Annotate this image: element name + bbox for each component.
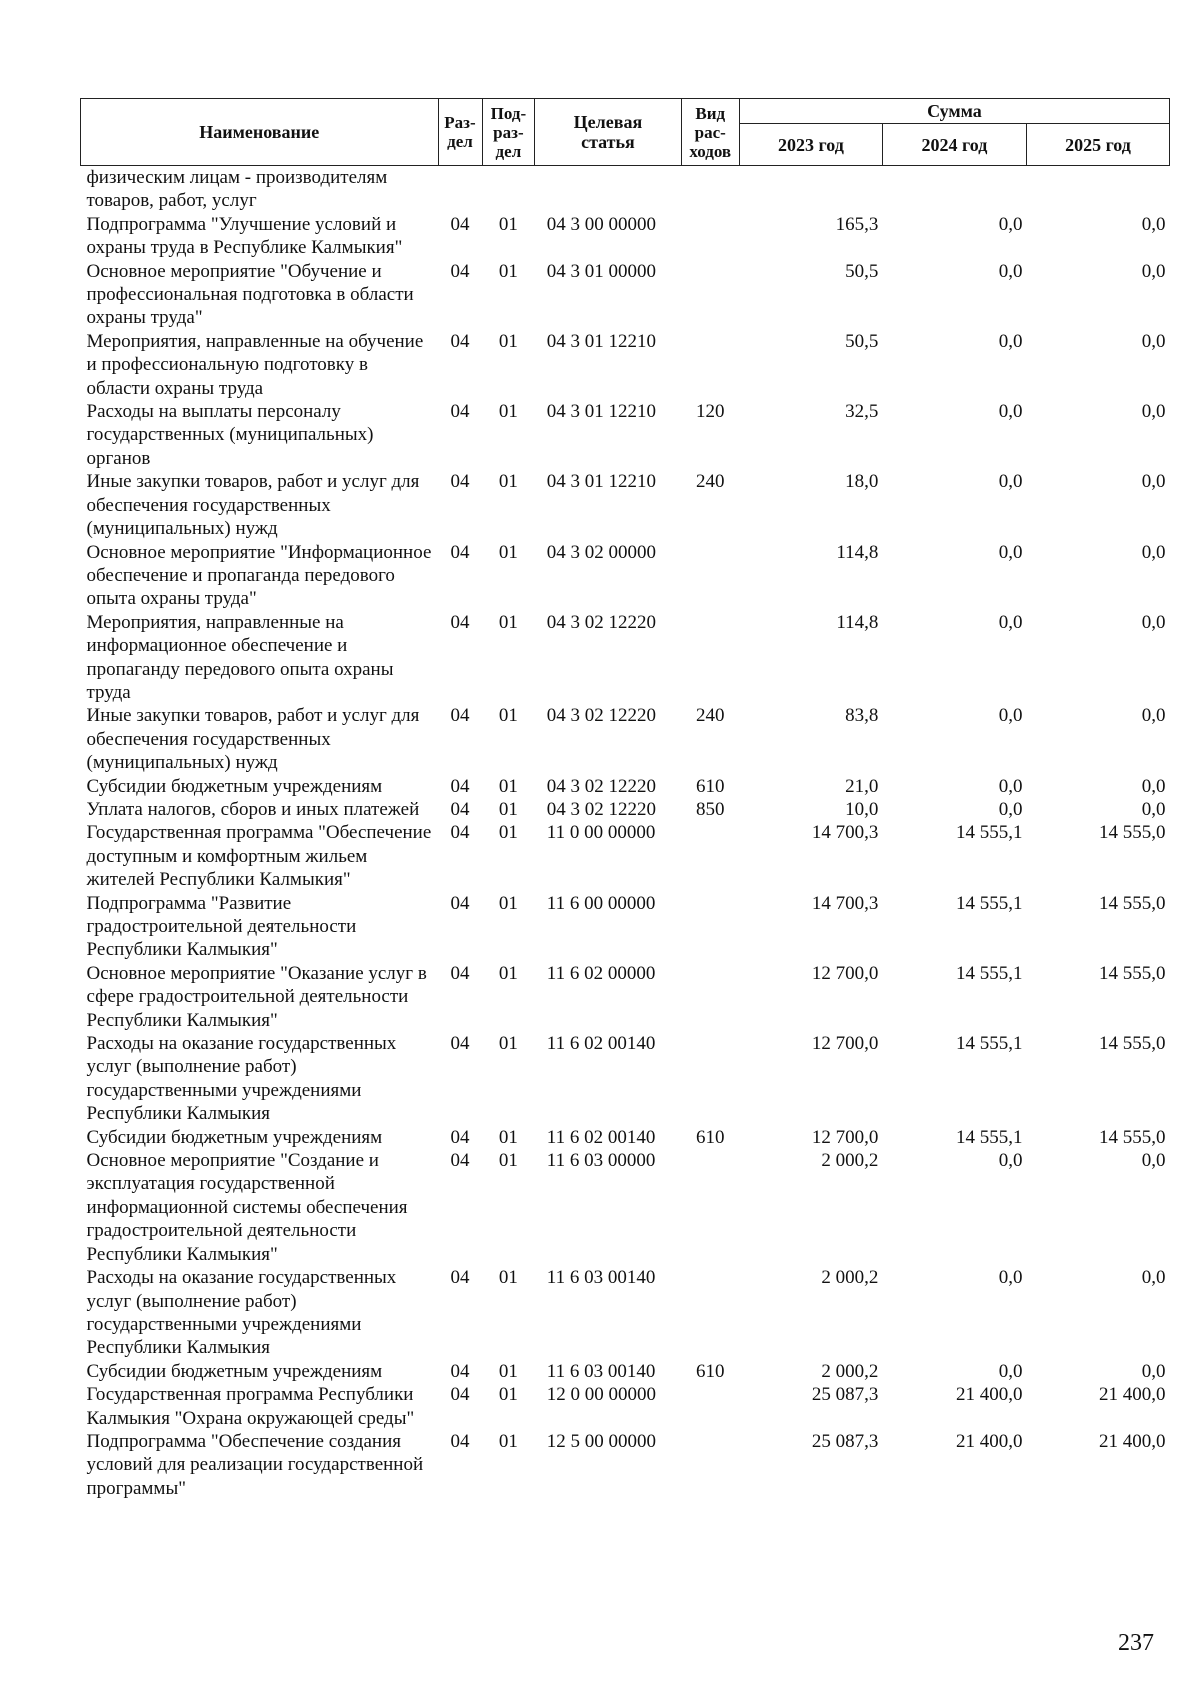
row-sum-2023: 83,8: [845, 705, 879, 727]
row-sum-2025: 21 400,0: [1099, 1430, 1166, 1452]
table-row: [81, 166, 1170, 213]
row-sum-2025: 0,0: [1141, 213, 1166, 235]
table-row: [81, 541, 1170, 611]
row-name: Уплата налогов, сборов и иных платежей: [86, 798, 420, 820]
row-name: Мероприятия, направленные на информационное обеспечение и пропаганду передового опыта охраны труда: [86, 611, 394, 703]
row-razdel: 04: [450, 798, 470, 820]
row-name: Расходы на выплаты персоналу государственных (муниципальных) органов: [86, 401, 374, 469]
row-sum-2025: 0,0: [1141, 401, 1166, 423]
row-sum-2024: 0,0: [998, 1267, 1023, 1289]
row-sum-2024: 14 555,1: [955, 892, 1023, 914]
row-podrazdel: 01: [498, 1360, 518, 1382]
row-sum-2024: [882, 166, 1026, 213]
row-sum-2024: 21 400,0: [955, 1430, 1023, 1452]
row-name: Государственная программа "Обеспечение доступным и комфортным жильем жителей Республики Калмыкия": [86, 822, 432, 891]
table-row: [81, 798, 1170, 821]
row-expense-type: [681, 1149, 739, 1266]
row-sum-2023: 12 700,0: [811, 1033, 879, 1055]
row-sum-2024: 0,0: [998, 260, 1023, 282]
row-target-article: 11 6 02 00140: [546, 1126, 656, 1148]
row-expense-type: [681, 541, 739, 611]
row-sum-2025: 14 555,0: [1099, 1033, 1166, 1055]
row-name: Основное мероприятие "Обучение и профессиональная подготовка в области охраны труда": [86, 260, 414, 329]
table-row: [81, 1383, 1170, 1430]
row-razdel: 04: [450, 541, 470, 563]
table-row: [81, 1266, 1170, 1360]
row-target-article: 11 6 03 00000: [546, 1150, 656, 1172]
row-razdel: 04: [450, 1150, 470, 1172]
table-row: [81, 962, 1170, 1032]
row-sum-2023: 165,3: [835, 213, 879, 235]
row-target-article: 11 6 00 00000: [546, 892, 656, 914]
row-expense-type: [681, 1266, 739, 1360]
table-row: [81, 1430, 1170, 1500]
row-target-article: 04 3 02 00000: [546, 541, 657, 563]
row-name: Основное мероприятие "Оказание услуг в сфере градостроительной деятельности Республики Калмыкия": [86, 962, 427, 1031]
row-sum-2025: 0,0: [1141, 705, 1166, 727]
row-podrazdel: 01: [498, 1150, 518, 1172]
row-sum-2025: 14 555,0: [1099, 822, 1166, 844]
row-sum-2024: 0,0: [998, 401, 1023, 423]
row-sum-2025: 14 555,0: [1099, 892, 1166, 914]
header-summa: Сумма: [739, 99, 1169, 124]
row-sum-2023: 2 000,2: [821, 1267, 879, 1289]
row-podrazdel: 01: [498, 611, 518, 633]
row-podrazdel: 01: [498, 705, 518, 727]
table-header: [81, 99, 1170, 166]
row-name: Подпрограмма "Развитие градостроительной деятельности Республики Калмыкия": [86, 892, 357, 961]
row-razdel: 04: [450, 1384, 470, 1406]
row-target-article: 04 3 00 00000: [546, 213, 657, 235]
row-sum-2023: 2 000,2: [821, 1150, 879, 1172]
row-target-article: 12 0 00 00000: [546, 1384, 657, 1406]
row-expense-type: [681, 962, 739, 1032]
row-sum-2024: 0,0: [998, 611, 1023, 633]
row-podrazdel: 01: [498, 1126, 518, 1148]
row-name: Основное мероприятие "Информационное обеспечение и пропаганда передового опыта охраны труда": [86, 541, 432, 610]
row-target-article: 04 3 01 12210: [546, 330, 657, 352]
row-name: Иные закупки товаров, работ и услуг для обеспечения государственных (муниципальных) нужд: [86, 705, 420, 774]
table-row: [81, 260, 1170, 330]
row-razdel: 04: [450, 213, 470, 235]
row-expense-type: [681, 821, 739, 891]
table-row: [81, 470, 1170, 540]
row-expense-type: 610: [695, 1360, 725, 1382]
row-razdel: 04: [450, 471, 470, 493]
row-name: Подпрограмма "Обеспечение создания условий для реализации государственной программы": [86, 1430, 424, 1499]
row-sum-2024: 0,0: [998, 330, 1023, 352]
row-podrazdel: 01: [498, 330, 518, 352]
row-razdel: 04: [450, 330, 470, 352]
row-target-article: 11 0 00 00000: [546, 822, 656, 844]
row-sum-2025: 0,0: [1141, 471, 1166, 493]
row-razdel: 04: [450, 822, 470, 844]
row-expense-type: [681, 892, 739, 962]
row-sum-2025: 21 400,0: [1099, 1384, 1166, 1406]
row-sum-2023: 21,0: [845, 775, 879, 797]
row-expense-type: [681, 1383, 739, 1430]
table-row: [81, 611, 1170, 705]
row-podrazdel: 01: [498, 822, 518, 844]
row-sum-2023: [739, 166, 882, 213]
row-razdel: 04: [450, 611, 470, 633]
row-sum-2024: 0,0: [998, 213, 1023, 235]
row-target-article: 11 6 03 00140: [546, 1267, 656, 1289]
row-podrazdel: 01: [498, 471, 518, 493]
header-podrazdel: Под- раз- дел: [482, 99, 535, 166]
row-sum-2025: [1026, 166, 1169, 213]
row-name: Подпрограмма "Улучшение условий и охраны труда в Республике Калмыкия": [86, 213, 403, 259]
row-sum-2025: 14 555,0: [1099, 962, 1166, 984]
row-sum-2025: 0,0: [1141, 1360, 1166, 1382]
row-podrazdel: 01: [498, 213, 518, 235]
table-row: [81, 1360, 1170, 1383]
row-razdel: 04: [450, 1126, 470, 1148]
row-target-article: 04 3 01 12210: [546, 401, 657, 423]
row-sum-2023: 32,5: [845, 401, 879, 423]
row-target-article: 11 6 02 00000: [546, 962, 656, 984]
row-sum-2023: 14 700,3: [811, 892, 879, 914]
row-target-article: 04 3 02 12220: [546, 611, 657, 633]
row-sum-2023: 12 700,0: [811, 962, 879, 984]
row-target-article: 04 3 01 12210: [546, 471, 657, 493]
row-sum-2024: 14 555,1: [955, 962, 1023, 984]
row-target-article: [535, 166, 681, 213]
row-name: Основное мероприятие "Создание и эксплуатация государственной информационной системы обеспечения градостроительной деятельности Республики Калмыкия": [86, 1150, 408, 1265]
row-podrazdel: 01: [498, 892, 518, 914]
row-sum-2023: 12 700,0: [811, 1126, 879, 1148]
header-target-article: Целевая статья: [535, 99, 681, 166]
row-podrazdel: 01: [498, 1430, 518, 1452]
table-row: [81, 213, 1170, 260]
header-year-2023: 2023 год: [739, 124, 882, 166]
row-podrazdel: 01: [498, 401, 518, 423]
row-sum-2025: 0,0: [1141, 541, 1166, 563]
row-name: Иные закупки товаров, работ и услуг для обеспечения государственных (муниципальных) нужд: [86, 471, 420, 540]
row-sum-2024: 0,0: [998, 775, 1023, 797]
row-podrazdel: 01: [498, 798, 518, 820]
row-sum-2023: 18,0: [845, 471, 879, 493]
budget-table: [80, 98, 1170, 1500]
row-target-article: 04 3 01 00000: [546, 260, 657, 282]
row-name: Субсидии бюджетным учреждениям: [86, 1360, 383, 1382]
row-target-article: 12 5 00 00000: [546, 1430, 657, 1452]
row-podrazdel: 01: [498, 260, 518, 282]
row-sum-2023: 114,8: [836, 541, 879, 563]
row-razdel: 04: [450, 705, 470, 727]
row-sum-2023: 114,8: [836, 611, 879, 633]
row-podrazdel: 01: [498, 541, 518, 563]
row-expense-type: [681, 1032, 739, 1126]
row-expense-type: [681, 611, 739, 705]
row-podrazdel: 01: [498, 1033, 518, 1055]
row-podrazdel: [482, 166, 535, 213]
row-name: Мероприятия, направленные на обучение и профессиональную подготовку в области охраны труда: [86, 330, 424, 399]
row-sum-2024: 0,0: [998, 1360, 1023, 1382]
row-razdel: 04: [450, 1360, 470, 1382]
header-expense-type: Вид рас- ходов: [681, 99, 739, 166]
table-row: [81, 1032, 1170, 1126]
header-year-2025: 2025 год: [1026, 124, 1169, 166]
row-target-article: 04 3 02 12220: [546, 798, 657, 820]
row-expense-type: [681, 213, 739, 260]
row-expense-type: 240: [695, 471, 725, 493]
row-razdel: 04: [450, 775, 470, 797]
row-razdel: 04: [450, 1430, 470, 1452]
table-row: [81, 330, 1170, 400]
row-sum-2023: 14 700,3: [811, 822, 879, 844]
row-expense-type: [681, 330, 739, 400]
row-expense-type: [681, 166, 739, 213]
row-podrazdel: 01: [498, 962, 518, 984]
row-sum-2024: 0,0: [998, 705, 1023, 727]
header-razdel: Раз- дел: [438, 99, 482, 166]
row-sum-2023: 50,5: [845, 260, 879, 282]
row-razdel: 04: [450, 1033, 470, 1055]
row-target-article: 04 3 02 12220: [546, 705, 657, 727]
row-sum-2025: 0,0: [1141, 611, 1166, 633]
row-razdel: 04: [450, 892, 470, 914]
row-expense-type: 120: [695, 401, 725, 423]
row-sum-2025: 0,0: [1141, 775, 1166, 797]
row-podrazdel: 01: [498, 775, 518, 797]
row-sum-2025: 0,0: [1141, 1267, 1166, 1289]
row-sum-2025: 0,0: [1141, 260, 1166, 282]
row-razdel: 04: [450, 401, 470, 423]
row-expense-type: 610: [695, 775, 725, 797]
row-sum-2024: 0,0: [998, 471, 1023, 493]
budget-table-sheet: [80, 98, 1170, 1500]
row-expense-type: [681, 260, 739, 330]
row-name: Государственная программа Республики Калмыкия "Охрана окружающей среды": [86, 1384, 415, 1429]
row-sum-2025: 0,0: [1141, 798, 1166, 820]
row-sum-2023: 25 087,3: [811, 1430, 879, 1452]
row-razdel: [438, 166, 482, 213]
table-row: [81, 400, 1170, 470]
row-sum-2024: 14 555,1: [955, 1126, 1023, 1148]
row-podrazdel: 01: [498, 1384, 518, 1406]
row-razdel: 04: [450, 962, 470, 984]
row-name: физическим лицам - производителям товаров, работ, услуг: [86, 167, 388, 212]
row-expense-type: [681, 1430, 739, 1500]
row-sum-2024: 0,0: [998, 798, 1023, 820]
table-row: [81, 892, 1170, 962]
table-row: [81, 821, 1170, 891]
row-name: Субсидии бюджетным учреждениям: [86, 775, 383, 797]
row-sum-2024: 0,0: [998, 541, 1023, 563]
table-row: [81, 704, 1170, 774]
row-sum-2024: 14 555,1: [955, 1033, 1023, 1055]
row-expense-type: 240: [695, 705, 725, 727]
row-sum-2025: 0,0: [1141, 330, 1166, 352]
header-name: Наименование: [81, 99, 439, 166]
row-target-article: 04 3 02 12220: [546, 775, 657, 797]
row-sum-2023: 10,0: [845, 798, 879, 820]
row-name: Субсидии бюджетным учреждениям: [86, 1126, 383, 1148]
row-expense-type: 850: [695, 798, 725, 820]
row-sum-2023: 25 087,3: [811, 1384, 879, 1406]
row-sum-2024: 21 400,0: [955, 1384, 1023, 1406]
row-sum-2025: 14 555,0: [1099, 1126, 1166, 1148]
table-body: [81, 166, 1170, 1501]
row-sum-2025: 0,0: [1141, 1150, 1166, 1172]
header-year-2024: 2024 год: [882, 124, 1026, 166]
table-row: [81, 1126, 1170, 1149]
row-name: Расходы на оказание государственных услуг (выполнение работ) государственными учреждениями Республики Калмыкия: [86, 1033, 397, 1125]
row-razdel: 04: [450, 1267, 470, 1289]
row-name: Расходы на оказание государственных услуг (выполнение работ) государственными учреждениями Республики Калмыкия: [86, 1267, 397, 1359]
table-row: [81, 775, 1170, 798]
row-razdel: 04: [450, 260, 470, 282]
row-sum-2023: 2 000,2: [821, 1360, 879, 1382]
row-target-article: 11 6 03 00140: [546, 1360, 656, 1382]
table-row: [81, 1149, 1170, 1266]
row-podrazdel: 01: [498, 1267, 518, 1289]
row-sum-2023: 50,5: [845, 330, 879, 352]
row-sum-2024: 14 555,1: [955, 822, 1023, 844]
page-number: 237: [1118, 1630, 1154, 1656]
row-expense-type: 610: [695, 1126, 725, 1148]
row-target-article: 11 6 02 00140: [546, 1033, 656, 1055]
row-sum-2024: 0,0: [998, 1150, 1023, 1172]
